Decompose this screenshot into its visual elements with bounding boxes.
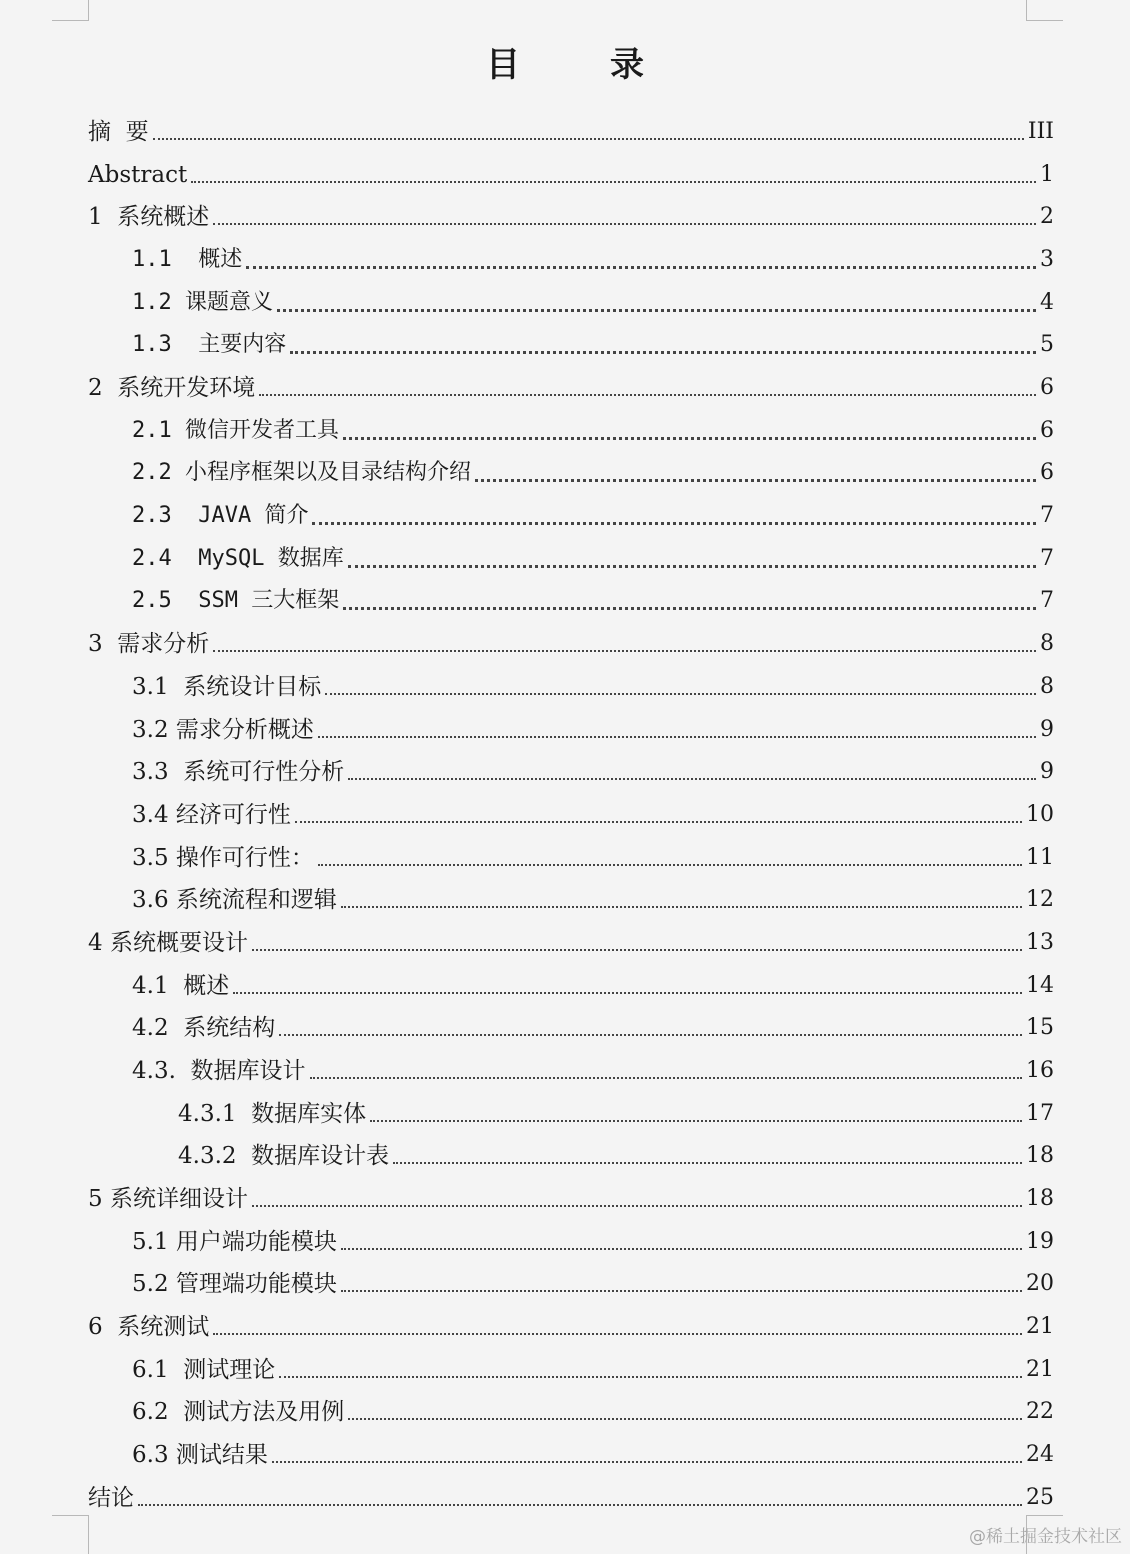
toc-entry-label: 4 系统概要设计 xyxy=(88,930,248,956)
toc-entry-label: 4.3.2 数据库设计表 xyxy=(178,1143,390,1169)
toc-entry-page-number: 15 xyxy=(1026,1015,1054,1040)
toc-entry-page-number: 6 xyxy=(1040,375,1054,400)
toc-dot-leader xyxy=(370,1120,1022,1122)
toc-entry-page-number: 7 xyxy=(1040,588,1054,613)
toc-entry-page-number: 7 xyxy=(1040,546,1054,571)
toc-entry[interactable] xyxy=(0,534,1054,574)
toc-entry-page-number: 10 xyxy=(1026,802,1054,827)
toc-entry-label: 4.3.1 数据库实体 xyxy=(178,1101,367,1127)
toc-dot-leader xyxy=(348,778,1036,780)
toc-dot-leader xyxy=(295,821,1022,823)
toc-entry[interactable] xyxy=(0,1131,1054,1171)
toc-entry[interactable] xyxy=(0,1003,1054,1043)
toc-dot-leader xyxy=(348,565,1036,568)
toc-entry[interactable] xyxy=(0,1046,1054,1086)
toc-entry[interactable] xyxy=(0,1387,1054,1427)
toc-entry-label: 3.1 系统设计目标 xyxy=(132,674,322,700)
toc-entry-page-number: 21 xyxy=(1026,1357,1054,1382)
toc-entry[interactable] xyxy=(0,576,1054,616)
toc-entry[interactable] xyxy=(0,278,1054,318)
toc-entry[interactable] xyxy=(0,961,1054,1001)
toc-entry[interactable] xyxy=(0,1217,1054,1257)
toc-entry-label: 4.1 概述 xyxy=(132,973,230,999)
toc-entry-page-number: 5 xyxy=(1040,332,1054,357)
toc-entry[interactable] xyxy=(0,918,1054,958)
toc-entry-page-number: 18 xyxy=(1026,1186,1054,1211)
toc-entry-label: 2.3 JAVA 简介 xyxy=(132,503,309,528)
toc-entry[interactable] xyxy=(0,833,1054,873)
toc-entry-page-number: 20 xyxy=(1026,1271,1054,1296)
toc-entry-page-number: 6 xyxy=(1040,460,1054,485)
toc-entry-label: 6.3 测试结果 xyxy=(132,1442,268,1468)
toc-entry[interactable] xyxy=(0,1089,1054,1129)
toc-entry-page-number: 9 xyxy=(1040,717,1054,742)
toc-dot-leader xyxy=(341,1290,1022,1292)
toc-dot-leader xyxy=(290,351,1036,354)
toc-entry[interactable] xyxy=(0,875,1054,915)
toc-entry[interactable] xyxy=(0,1259,1054,1299)
toc-dot-leader xyxy=(348,1418,1022,1420)
toc-entry[interactable] xyxy=(0,320,1054,360)
toc-entry[interactable] xyxy=(0,235,1054,275)
toc-entry-label: 2.4 MySQL 数据库 xyxy=(132,546,344,571)
toc-dot-leader xyxy=(153,138,1024,140)
toc-entry-page-number: 11 xyxy=(1026,845,1054,870)
toc-entry[interactable] xyxy=(0,619,1054,659)
toc-entry-page-number: 8 xyxy=(1040,674,1054,699)
toc-dot-leader xyxy=(259,394,1036,396)
toc-entry-page-number: 25 xyxy=(1026,1485,1054,1510)
toc-dot-leader xyxy=(312,522,1036,525)
toc-entry[interactable] xyxy=(0,705,1054,745)
toc-entry-page-number: 14 xyxy=(1026,973,1054,998)
toc-dot-leader xyxy=(138,1504,1022,1506)
toc-dot-leader xyxy=(343,437,1036,440)
toc-entry-label: 2.2 小程序框架以及目录结构介绍 xyxy=(132,460,471,485)
toc-entry-label: 3.4 经济可行性 xyxy=(132,802,291,828)
toc-entry[interactable] xyxy=(0,192,1054,232)
toc-entry-label: 2 系统开发环境 xyxy=(88,375,256,401)
toc-dot-leader xyxy=(341,906,1022,908)
toc-dot-leader xyxy=(272,1461,1022,1463)
toc-entry-label: 5.1 用户端功能模块 xyxy=(132,1229,337,1255)
toc-title: 目 录 xyxy=(486,45,672,85)
toc-entry-label: 5.2 管理端功能模块 xyxy=(132,1271,337,1297)
toc-entry-label: 1.2 课题意义 xyxy=(132,290,273,315)
toc-dot-leader xyxy=(475,479,1036,482)
toc-entry-label: 6.2 测试方法及用例 xyxy=(132,1399,345,1425)
toc-entry[interactable] xyxy=(0,1473,1054,1513)
watermark: @稀土掘金技术社区 xyxy=(969,1527,1122,1547)
toc-entry-label: 结论 xyxy=(88,1485,134,1511)
toc-entry-page-number: 1 xyxy=(1040,162,1054,187)
toc-entry[interactable] xyxy=(0,747,1054,787)
toc-entry-page-number: 2 xyxy=(1040,204,1054,229)
toc-entry-page-number: III xyxy=(1027,119,1054,144)
toc-entry-label: 摘 要 xyxy=(88,119,149,145)
toc-entry-page-number: 4 xyxy=(1040,290,1054,315)
toc-entry-page-number: 24 xyxy=(1026,1442,1054,1467)
toc-entry-page-number: 7 xyxy=(1040,503,1054,528)
toc-entry[interactable] xyxy=(0,448,1054,488)
toc-entry-page-number: 12 xyxy=(1026,887,1054,912)
toc-entry[interactable] xyxy=(0,150,1054,190)
toc-entry-page-number: 19 xyxy=(1026,1229,1054,1254)
toc-entry-label: 1 系统概述 xyxy=(88,204,210,230)
toc-dot-leader xyxy=(277,309,1036,312)
toc-entry-label: 3.5 操作可行性： xyxy=(132,845,314,871)
toc-dot-leader xyxy=(318,736,1036,738)
toc-dot-leader xyxy=(318,864,1022,866)
crop-mark-bottom-left xyxy=(52,1515,89,1554)
toc-entry-page-number: 16 xyxy=(1026,1058,1054,1083)
toc-entry[interactable] xyxy=(0,363,1054,403)
toc-dot-leader xyxy=(213,223,1036,225)
toc-entry-label: 3 需求分析 xyxy=(88,631,210,657)
toc-entry-page-number: 13 xyxy=(1026,930,1054,955)
toc-entry-page-number: 9 xyxy=(1040,759,1054,784)
toc-entry[interactable] xyxy=(0,1430,1054,1470)
toc-entry-page-number: 17 xyxy=(1026,1101,1054,1126)
toc-dot-leader xyxy=(233,992,1022,994)
toc-entry-page-number: 18 xyxy=(1026,1143,1054,1168)
toc-entry-label: 4.3. 数据库设计 xyxy=(132,1058,306,1084)
toc-dot-leader xyxy=(310,1077,1022,1079)
toc-dot-leader xyxy=(393,1162,1022,1164)
toc-entry-label: 2.5 SSM 三大框架 xyxy=(132,588,340,613)
toc-entry[interactable] xyxy=(0,662,1054,702)
toc-entry-page-number: 22 xyxy=(1026,1399,1054,1424)
toc-dot-leader xyxy=(246,266,1036,269)
toc-dot-leader xyxy=(343,607,1036,610)
toc-entry-label: 6.1 测试理论 xyxy=(132,1357,276,1383)
toc-entry[interactable] xyxy=(0,1174,1054,1214)
toc-dot-leader xyxy=(213,650,1036,652)
crop-mark-top-left xyxy=(52,0,89,21)
toc-entry-page-number: 8 xyxy=(1040,631,1054,656)
toc-entry-label: 1.3 主要内容 xyxy=(132,332,287,357)
toc-entry-label: 3.2 需求分析概述 xyxy=(132,717,314,743)
toc-entry[interactable] xyxy=(0,491,1054,531)
toc-entry[interactable] xyxy=(0,1345,1054,1385)
toc-entry-label: 6 系统测试 xyxy=(88,1314,210,1340)
toc-dot-leader xyxy=(325,693,1036,695)
toc-entry-page-number: 6 xyxy=(1040,418,1054,443)
toc-dot-leader xyxy=(252,1205,1022,1207)
toc-entry-label: 2.1 微信开发者工具 xyxy=(132,418,339,443)
toc-entry[interactable] xyxy=(0,1302,1054,1342)
toc-entry[interactable] xyxy=(0,406,1054,446)
toc-entry-label: Abstract xyxy=(88,162,188,188)
toc-entry-label: 5 系统详细设计 xyxy=(88,1186,248,1212)
toc-entry-label: 1.1 概述 xyxy=(132,247,243,272)
toc-entry-page-number: 21 xyxy=(1026,1314,1054,1339)
toc-dot-leader xyxy=(191,181,1036,183)
toc-dot-leader xyxy=(279,1034,1022,1036)
toc-entry-label: 3.6 系统流程和逻辑 xyxy=(132,887,337,913)
toc-entry[interactable] xyxy=(0,107,1054,147)
toc-entry-label: 4.2 系统结构 xyxy=(132,1015,276,1041)
toc-dot-leader xyxy=(279,1376,1022,1378)
toc-entry-label: 3.3 系统可行性分析 xyxy=(132,759,345,785)
toc-dot-leader xyxy=(341,1248,1022,1250)
toc-dot-leader xyxy=(213,1333,1022,1335)
toc-dot-leader xyxy=(252,949,1022,951)
toc-entry[interactable] xyxy=(0,790,1054,830)
toc-entry-page-number: 3 xyxy=(1040,247,1054,272)
crop-mark-top-right xyxy=(1026,0,1063,21)
